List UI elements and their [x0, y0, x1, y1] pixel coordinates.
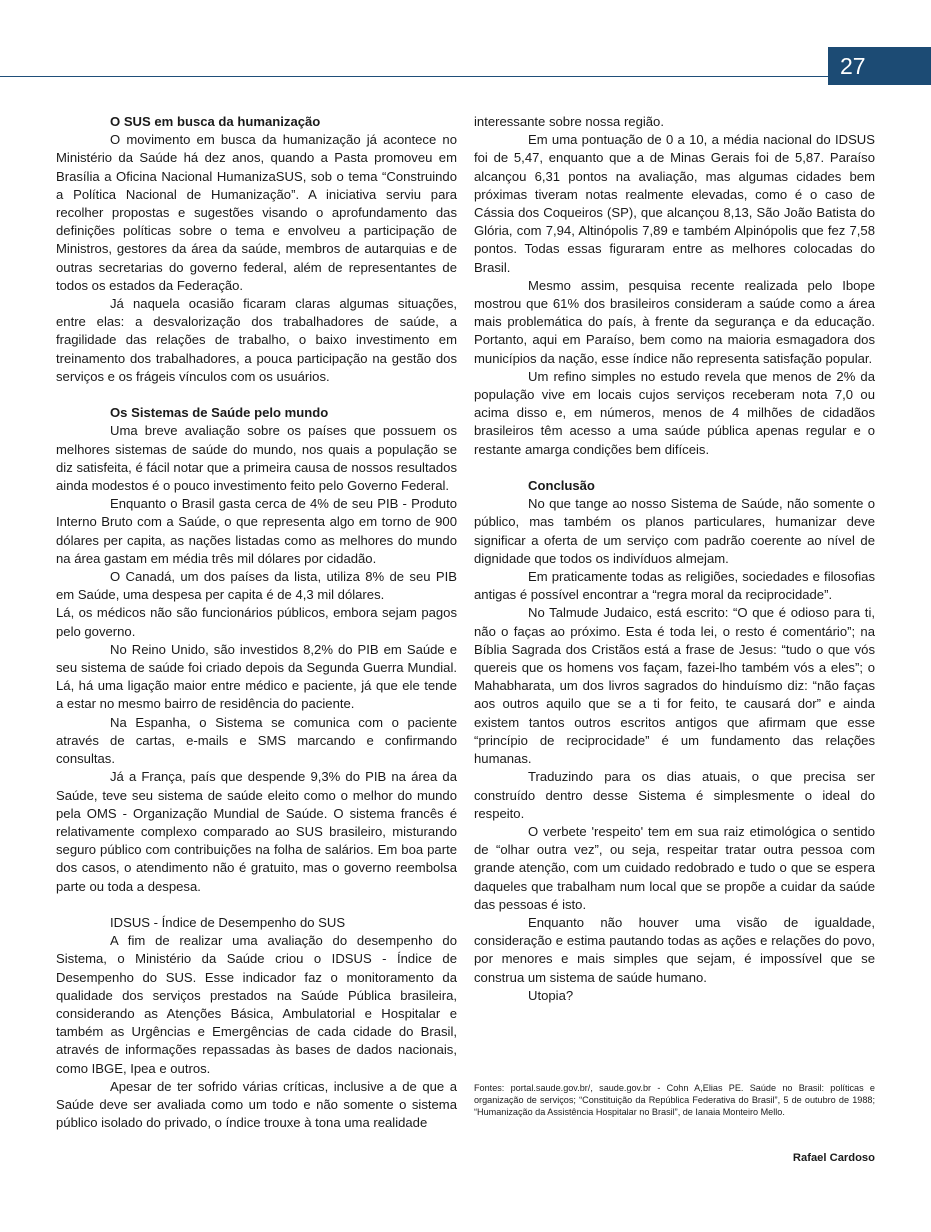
- paragraph: Um refino simples no estudo revela que menos de 2% da população vive em locais cujos serviços receberam nota 7,0 ou acima disso e, em números, menos de 4 milhões de cidadãos brasileiros têm acesso a uma saúde pública apenas regular e o restante amarga condições bem difíceis.: [474, 368, 875, 457]
- paragraph: Traduzindo para os dias atuais, o que precisa ser construído dentro desse Sistema é simplesmente o ideal do respeito.: [474, 769, 875, 821]
- paragraph: A fim de realizar uma avaliação do desempenho do Sistema, o Ministério da Saúde criou o IDSUS - Índice de Desempenho do SUS. Esse indicador faz o monitoramento da qualidade dos serviços prestados na Saúde Pública brasileira, considerando as Atenções Básica, Ambulatorial e Hospitalar e também as Urgências e Emergências de cada cidade do Brasil, através de informações repassadas às bases de dados nacionais, como IBGE, Ipea e outros.: [56, 933, 457, 1076]
- paragraph: Em uma pontuação de 0 a 10, a média nacional do IDSUS foi de 5,47, enquanto que a de Minas Gerais foi de 5,87. Paraíso alcançou 6,31 pontos na avaliação, mas algumas cidades bem próximas tiveram notas realmente elevadas, como é o caso de Cássia dos Coqueiros (SP), que alcançou 8,13, São João Batista do Glória, com 7,94, Altinópolis 7,89 e também Alpinópolis que fez 7,58 pontos. Todas essas figuraram entre as melhores colocadas do Brasil.: [474, 132, 875, 275]
- paragraph: No Talmude Judaico, está escrito: “O que é odioso para ti, não o faças ao próximo. Esta é toda lei, o resto é comentário”; na Bíblia Sagrada dos Cristãos está a frase de Jesus: “tudo o que vós quereis que os homens vos façam, fazei-lho também vós a eles”; o Mahabharata, um dos livros sagrados do hinduísmo diz: “não faças aos outros aquilo que se a ti for feito, te causará dor” e ainda existem tantos outros escritos antigos que afirmam que esse “princípio de reciprocidade” é um fundamento das relações humanas.: [474, 605, 875, 767]
- paragraph: Enquanto não houver uma visão de igualdade, consideração e estima pautando todas as ações e relações do povo, por menores e mais simples que sejam, é impossível que se construa um sistema de saúde humano.: [474, 914, 875, 985]
- paragraph: Em praticamente todas as religiões, sociedades e filosofias antigas é possível encontrar a “regra moral da reciprocidade”.: [474, 569, 875, 603]
- section-heading-sistemas-mundo: Os Sistemas de Saúde pelo mundo: [110, 405, 329, 421]
- page-number: 27: [828, 47, 931, 85]
- paragraph: Lá, os médicos não são funcionários públicos, embora sejam pagos pelo governo.: [56, 605, 457, 639]
- paragraph: O movimento em busca da humanização já acontece no Ministério da Saúde há dez anos, quando a Pasta promoveu em Brasília a Oficina Nacional HumanizaSUS, sob o tema “Construindo a Política Nacional de Humanização”. A iniciativa serviu para recolher propostas e sugestões visando o aprofundamento das definições políticas sobre o tema e envolveu a participação de Ministros, gestores da área da saúde, membros de autarquias e de outras secretarias do governo federal, além de representantes de todos os estados da Federação.: [56, 132, 457, 293]
- right-column: [474, 113, 875, 1005]
- paragraph: Enquanto o Brasil gasta cerca de 4% de seu PIB - Produto Interno Bruto com a Saúde, o que representa algo em torno de 900 dólares per capita, as nações listadas como as melhores do mundo na área gastam em média três mil dólares por cidadão.: [56, 496, 457, 566]
- section-heading-conclusao: Conclusão: [528, 478, 595, 494]
- sources-footnote: Fontes: portal.saude.gov.br/, saude.gov.br - Cohn A,Elias PE. Saúde no Brasil: políticas e organização de serviços; “Constituição da República Federativa do Brasil”, 5 de outubro de 1988; “Humanização da Assistência Hospitalar no Brasil”, de Ianaia Monteiro Mello.: [474, 1083, 875, 1117]
- paragraph: O Canadá, um dos países da lista, utiliza 8% de seu PIB em Saúde, uma despesa per capita é de 4,3 mil dólares.: [56, 569, 457, 603]
- author-signature: Rafael Cardoso: [792, 1152, 875, 1164]
- header-rule: [0, 76, 828, 77]
- paragraph: No que tange ao nosso Sistema de Saúde, não somente o público, mas também os planos particulares, humanizar deve significar a oferta de um serviço com padrão coerente ao nível de dignidade que todos os indivíduos almejam.: [474, 496, 875, 566]
- section-heading-humanizacao: O SUS em busca da humanização: [110, 114, 321, 129]
- section-heading-idsus: IDSUS - Índice de Desempenho do SUS: [110, 914, 346, 930]
- paragraph: Uma breve avaliação sobre os países que possuem os melhores sistemas de saúde do mundo, nos quais a população se diz satisfeita, é fácil notar que a primeira causa de nossos resultados ainda modestos é o pouco investimento feito pelo Governo Federal.: [56, 423, 457, 494]
- paragraph: Mesmo assim, pesquisa recente realizada pelo Ibope mostrou que 61% dos brasileiros consideram a saúde como a área mais problemática do país, à frente da segurança e da educação. Portanto, aqui em Paraíso, bem como na maioria esmagadora dos municípios da nação, esse índice não representa satisfação popular.: [474, 277, 875, 366]
- paragraph: Apesar de ter sofrido várias críticas, inclusive a de que a Saúde deve ser avaliada como um todo e não somente o sistema público isolado do privado, o índice trouxe à tona uma realidade: [56, 1078, 457, 1131]
- paragraph: Utopia?: [528, 987, 574, 1003]
- paragraph: No Reino Unido, são investidos 8,2% do PIB em Saúde e seu sistema de saúde foi criado depois da Segunda Guerra Mundial. Lá, há uma ligação maior entre médico e paciente, já que ele tende a estar no mesmo bairro de residência do paciente.: [56, 641, 457, 712]
- paragraph: Na Espanha, o Sistema se comunica com o paciente através de cartas, e-mails e SMS marcando e confirmando consultas.: [56, 714, 457, 767]
- paragraph: Já naquela ocasião ficaram claras algumas situações, entre elas: a desvalorização dos trabalhadores de saúde, a fragilidade das relações de trabalho, o baixo investimento em treinamento dos trabalhadores, a pouca participação na gestão dos serviços e os frágeis vínculos com os usuários.: [56, 296, 457, 384]
- left-column: [56, 113, 457, 1132]
- paragraph: Já a França, país que despende 9,3% do PIB na área da Saúde, teve seu sistema de saúde eleito como o melhor do mundo pela OMS - Organização Mundial de Saúde. O sistema francês é relativamente complexo comparado ao SUS brasileiro, misturando seguro público com contribuições na folha de salários. Em boa parte dos casos, o atendimento não é gratuito, mas o governo reembolsa parte ou toda a despesa.: [56, 769, 457, 894]
- paragraph-continuation: interessante sobre nossa região.: [474, 114, 664, 129]
- paragraph: O verbete 'respeito' tem em sua raiz etimológica o sentido de “olhar outra vez”, ou seja, respeitar tratar outra pessoa com grande atenção, com um cuidado redobrado e tudo o que se espera daqueles que trabalham num local que se propõe a cuidar da saúde das pessoas é isto.: [474, 823, 875, 912]
